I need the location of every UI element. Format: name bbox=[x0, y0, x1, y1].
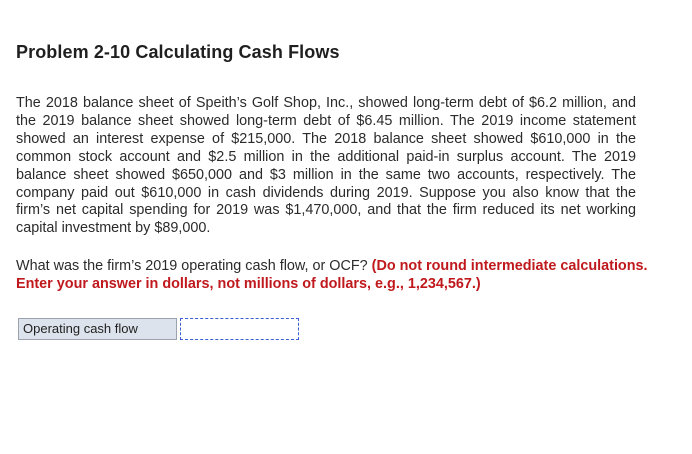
operating-cash-flow-input[interactable] bbox=[180, 318, 299, 340]
problem-text: The 2018 balance sheet of Speith’s Golf Shop, Inc., showed long-term debt of $6.2 million, and the 2019 balance sheet showed long-term debt of $6.45 million. The 2019 income statement showed an interest expense of $215,000. The 2018 balance sheet showed $610,000 in the common stock account and $2.5 million in the additional paid-in surplus account. The 2019 balance sheet showed $650,000 and $3 million in the same two accounts, respectively. The company paid out $610,000 in cash dividends during 2019. Suppose you also know that the firm’s net capital spending for 2019 was $1,470,000, and that the firm reduced its net working capital investment by $89,000. bbox=[16, 95, 636, 237]
problem-title: Problem 2-10 Calculating Cash Flows bbox=[16, 42, 340, 62]
operating-cash-flow-label: Operating cash flow bbox=[18, 318, 177, 340]
answer-row bbox=[18, 318, 299, 340]
question-instructions: (Do not round intermediate calculations. Enter your answer in dollars, not millions of dollars, e.g., 1,234,567.) bbox=[16, 258, 648, 292]
question-prompt: What was the firm’s 2019 operating cash flow, or OCF? bbox=[16, 258, 368, 274]
question-text bbox=[16, 258, 656, 294]
